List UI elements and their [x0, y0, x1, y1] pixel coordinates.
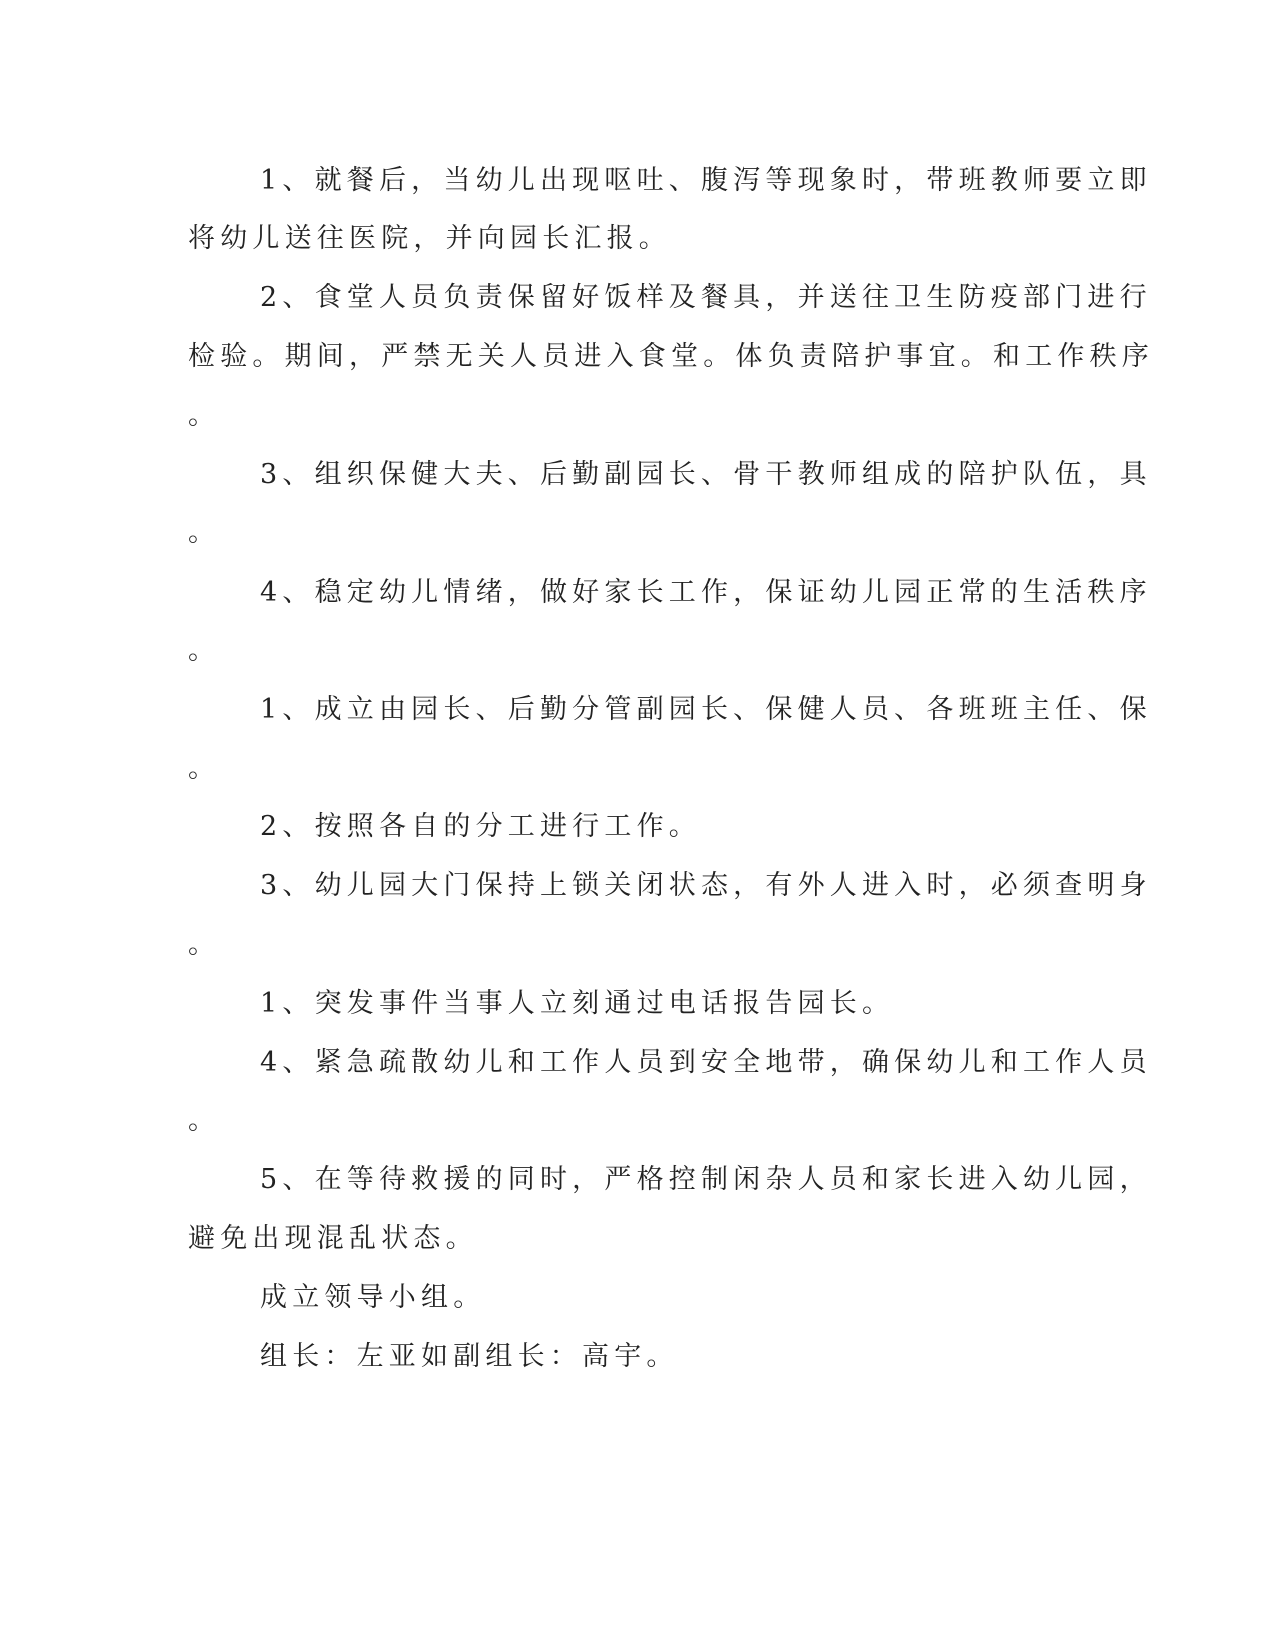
text-line: 成立领导小组。	[260, 1282, 486, 1313]
text-line: 4、稳定幼儿情绪，做好家长工作，保证幼儿园正常的生活秩序	[260, 577, 1152, 608]
text-line: 。	[188, 1105, 221, 1136]
text-line: 3、组织保健大夫、后勤副园长、骨干教师组成的陪护队伍，具	[260, 459, 1152, 490]
text-line: 避免出现混乱状态。	[188, 1223, 478, 1254]
text-line: 1、突发事件当事人立刻通过电话报告园长。	[260, 988, 895, 1019]
text-line: 。	[188, 929, 221, 960]
text-line: 。	[188, 517, 221, 548]
text-line: 1、就餐后，当幼儿出现呕吐、腹泻等现象时，带班教师要立即	[260, 165, 1152, 196]
text-line: 2、按照各自的分工进行工作。	[260, 811, 701, 842]
text-line: 4、紧急疏散幼儿和工作人员到安全地带，确保幼儿和工作人员	[260, 1047, 1152, 1078]
text-line: 。	[188, 635, 221, 666]
text-line: 检验。期间，严禁无关人员进入食堂。体负责陪护事宜。和工作秩序	[188, 341, 1154, 372]
text-line: 。	[188, 400, 221, 431]
text-line: 1、成立由园长、后勤分管副园长、保健人员、各班班主任、保	[260, 694, 1152, 725]
text-line: 2、食堂人员负责保留好饭样及餐具，并送往卫生防疫部门进行	[260, 282, 1152, 313]
text-line: 。	[188, 753, 221, 784]
text-line: 组长：左亚如副组长：高宇。	[260, 1341, 679, 1372]
text-line: 5、在等待救援的同时，严格控制闲杂人员和家长进入幼儿园，	[260, 1164, 1152, 1195]
text-line: 将幼儿送往医院，并向园长汇报。	[188, 223, 671, 254]
text-line: 3、幼儿园大门保持上锁关闭状态，有外人进入时，必须查明身	[260, 870, 1152, 901]
